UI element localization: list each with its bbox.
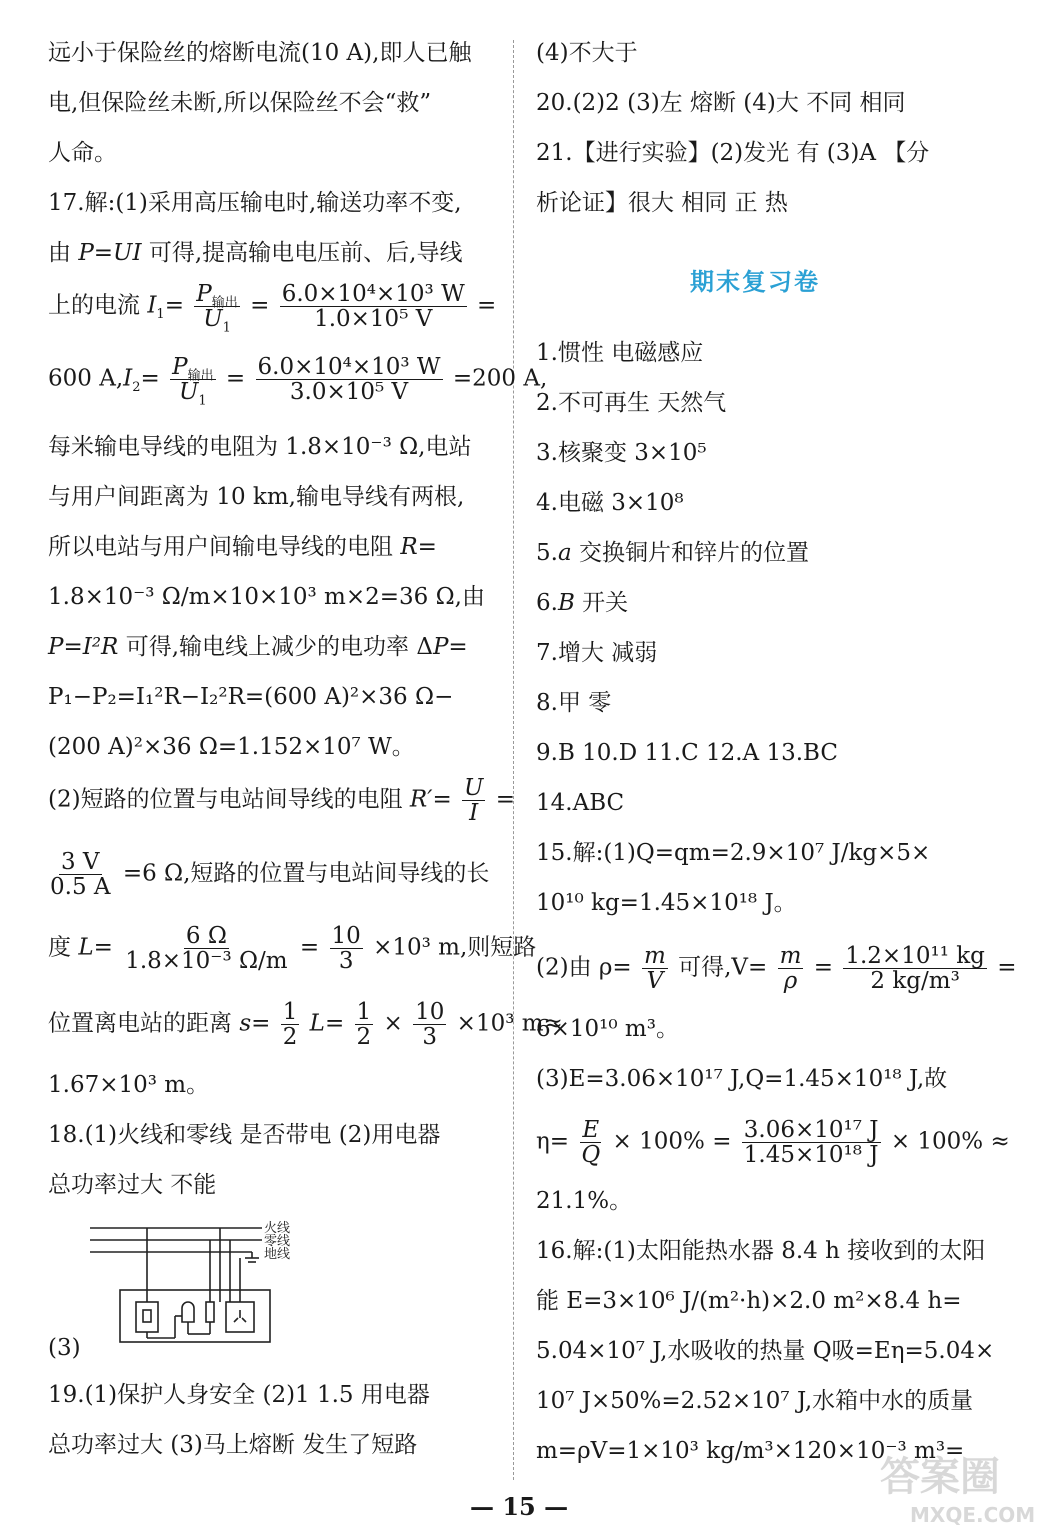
watermark-logo [870,1440,1040,1530]
answer-1: 1.惯性 电磁感应 [536,340,704,366]
text-line: m=ρV=1×10³ kg/m³×120×10⁻³ m³= [536,1438,965,1464]
answer-6: 6.B 开关 [536,590,629,616]
formula-line: (2)由 ρ= $\frac{m}{V}$ 可得,V= $\frac{m}{\rho}$ = $\frac{\text{1.2×10¹¹ kg}}{\text{2 kg/m³}}$ = [536,943,1017,994]
formula-line: 上的电流 $I_1=$ $\frac{P_{输出}}{U_1}$ = $\frac{\text{6.0×10⁴×10³ W}}{\text{1.0×10⁵ V}}$ = [48,281,497,336]
fraction: $\frac{\text{1.2×10¹¹ kg}}{\text{2 kg/m³}}$ [845,943,985,994]
formula-line: 位置离电站的距离 s= $\frac{1}{2}$ L= $\frac{1}{2}$ × $\frac{10}{3}$ ×10³ m≈ [48,999,563,1050]
fraction: $\frac{\text{3.06×10¹⁷ J}}{\text{1.45×10¹⁸ J}}$ [743,1117,879,1168]
neutral-wire-label: 零线 [264,1234,291,1249]
text-line: 5.04×10⁷ J,水吸收的热量 Q吸=Eη=5.04× [536,1338,995,1364]
text-line: 10¹⁰ kg=1.45×10¹⁸ J。 [536,890,797,916]
svg-text:MXQE.COM: MXQE.COM [910,1503,1036,1527]
text-line: P=I²R 可得,输电线上减少的电功率 ΔP= [48,634,468,660]
column-divider [513,40,514,1480]
text-line: 人命。 [48,140,117,166]
text-line: P₁−P₂=I₁²R−I₂²R=(600 A)²×36 Ω− [48,684,454,710]
text-line: 远小于保险丝的熔断电流(10 A),即人已触 [48,40,472,66]
fraction: $\frac{10}{3}$ [415,999,445,1050]
question-18-line: 18.(1)火线和零线 是否带电 (2)用电器 [48,1122,441,1148]
live-wire-label: 火线 [264,1221,291,1236]
formula-line: $\frac{3 V}{0.5 A}$ =6 Ω,短路的位置与电站间导线的长 [50,849,490,900]
text-line: 6×10¹⁰ m³。 [536,1016,679,1042]
fraction: $\frac{P_{输出}}{U_1}$ [172,354,214,409]
fraction: $\frac{E}{Q}$ [581,1117,601,1168]
text-line: 每米输电导线的电阻为 1.8×10⁻³ Ω,电站 [48,434,472,460]
fraction: $\frac{P_{输出}}{U_1}$ [196,281,238,336]
text-line: 电,但保险丝未断,所以保险丝不会“救” [48,90,432,116]
text-line: 析论证】很大 相同 正 热 [536,190,788,216]
formula-line: η= $\frac{E}{Q}$ × 100% = $\frac{\text{3.06×10¹⁷ J}}{\text{1.45×10¹⁸ J}}$ × 100% ≈ [536,1117,1010,1168]
ground-wire-label: 地线 [264,1247,291,1262]
answer-15: 15.解:(1)Q=qm=2.9×10⁷ J/kg×5× [536,840,931,866]
text-line: 总功率过大 不能 [48,1172,217,1198]
question-20-line: 20.(2)2 (3)左 熔断 (4)大 不同 相同 [536,90,906,116]
answer-4: 4.电磁 3×10⁸ [536,490,684,516]
fraction: $\frac{1}{2}$ [356,999,372,1050]
answer-2: 2.不可再生 天然气 [536,390,727,416]
text-line: 所以电站与用户间输电导线的电阻 R= [48,534,437,560]
fraction: $\frac{m}{V}$ [644,943,666,994]
answer-9-13: 9.B 10.D 11.C 12.A 13.BC [536,740,838,766]
answer-14: 14.ABC [536,790,625,816]
answer-7: 7.增大 减弱 [536,640,658,666]
formula-line: 度 L= $\frac{6 \Omega}{\text{1.8×10⁻³ Ω/m}}$ = $\frac{10}{3}$ ×10³ m,则短路 [48,923,537,974]
fraction: $\frac{\text{6.0×10⁴×10³ W}}{\text{3.0×10⁵ V}}$ [257,354,441,405]
text-line: 与用户间距离为 10 km,输电导线有两根, [48,484,465,510]
text-line: (3)E=3.06×10¹⁷ J,Q=1.45×10¹⁸ J,故 [536,1066,948,1092]
section-title: 期末复习卷 [690,268,820,296]
fraction: $\frac{\text{6.0×10⁴×10³ W}}{\text{1.0×10⁵ V}}$ [281,281,465,332]
fraction: $\frac{1}{2}$ [282,999,298,1050]
text-line: 21.1%。 [536,1188,633,1214]
question-17-line: 17.解:(1)采用高压输电时,输送功率不变, [48,190,462,216]
text-line: (3) [48,1335,81,1361]
text-line: 10⁷ J×50%=2.52×10⁷ J,水箱中水的质量 [536,1388,974,1414]
answer-3: 3.核聚变 3×10⁵ [536,440,707,466]
formula-line: (2)短路的位置与电站间导线的电阻 R′= $\frac{U}{I}$ = [48,775,516,826]
text-line: (4)不大于 [536,40,638,66]
answer-16: 16.解:(1)太阳能热水器 8.4 h 接收到的太阳 [536,1238,986,1264]
formula-line: 600 $A,I_2=$ $\frac{P_{输出}}{U_1}$ = $\frac{\text{6.0×10⁴×10³ W}}{\text{3.0×10⁵ V}}$ =200 A, [48,354,548,409]
text-line: 能 E=3×10⁶ J/(m²·h)×2.0 m²×8.4 h= [536,1288,962,1314]
fraction: $\frac{3 V}{0.5 A}$ [50,849,111,900]
fraction: $\frac{10}{3}$ [331,923,361,974]
page-number: — 15 — [470,1492,569,1521]
question-19-line: 19.(1)保护人身安全 (2)1 1.5 用电器 [48,1382,430,1408]
question-21-line: 21.【进行实验】(2)发光 有 (3)A 【分 [536,140,930,166]
fraction: $\frac{U}{I}$ [464,775,484,826]
answer-8: 8.甲 零 [536,690,612,716]
text-line: 由 P=UI 可得,提高输电电压前、后,导线 [48,240,463,266]
fraction: $\frac{6 \Omega}{\text{1.8×10⁻³ Ω/m}}$ [125,923,288,974]
text-line: 1.67×10³ m。 [48,1072,210,1098]
fraction: $\frac{m}{\rho}$ [779,943,802,994]
text-line: 1.8×10⁻³ Ω/m×10×10³ m×2=36 Ω,由 [48,584,485,610]
text-line: 总功率过大 (3)马上熔断 发生了短路 [48,1432,418,1458]
circuit-diagram [90,1218,320,1348]
text-line: (200 A)²×36 Ω=1.152×10⁷ W。 [48,734,415,760]
answer-5: 5.a 交换铜片和锌片的位置 [536,540,809,566]
svg-text:答案圈: 答案圈 [880,1454,1000,1500]
